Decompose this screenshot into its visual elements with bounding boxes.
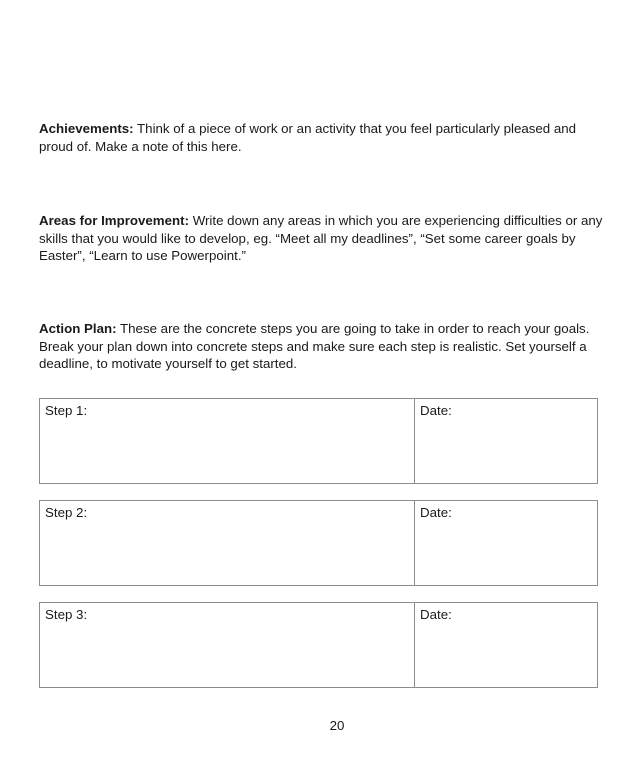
- step-3-divider: [414, 603, 415, 687]
- step-2-box[interactable]: [39, 500, 598, 586]
- action-plan-heading: Action Plan:: [39, 321, 117, 336]
- step-2-divider: [414, 501, 415, 585]
- step-1-label: Step 1:: [45, 403, 88, 418]
- step-3-label: Step 3:: [45, 607, 88, 622]
- achievements-section: [39, 120, 604, 155]
- step-3-box[interactable]: [39, 602, 598, 688]
- step-2-date-label: Date:: [420, 505, 452, 520]
- step-1-box[interactable]: [39, 398, 598, 484]
- step-2-label: Step 2:: [45, 505, 88, 520]
- improvement-heading: Areas for Improvement:: [39, 213, 189, 228]
- achievements-heading: Achievements:: [39, 121, 134, 136]
- page-number: 20: [329, 718, 345, 733]
- improvement-text: Write down any areas in which you are experiencing difficulties or any skills that you would like to develop, eg. “Meet all my deadlines”, “Set some career goals by Easter”, “Learn to use Powerpoint.”: [39, 213, 603, 263]
- step-1-divider: [414, 399, 415, 483]
- improvement-section: [39, 212, 604, 265]
- achievements-text: Think of a piece of work or an activity that you feel particularly pleased and proud of. Make a note of this here.: [39, 121, 577, 154]
- step-1-date-label: Date:: [420, 403, 452, 418]
- step-3-date-label: Date:: [420, 607, 452, 622]
- action-plan-text: These are the concrete steps you are going to take in order to reach your goals. Break your plan down into concrete steps and make sure each step is realistic. Set yourself a deadline, to motivate yourself to get started.: [39, 321, 590, 371]
- action-plan-section: [39, 320, 604, 373]
